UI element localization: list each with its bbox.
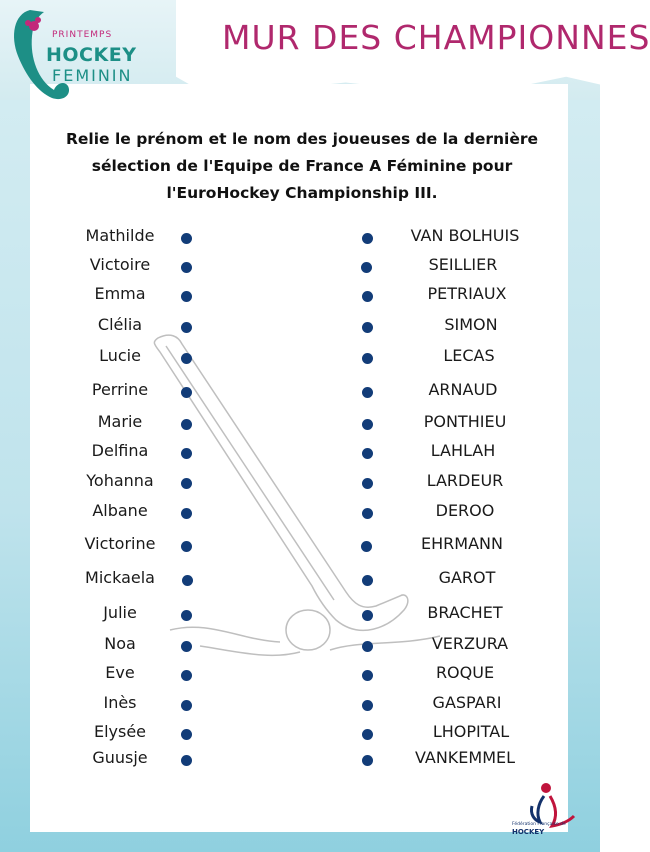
first-name-label: Delfina xyxy=(91,441,149,460)
last-name-dot[interactable] xyxy=(362,641,373,652)
last-name-dot[interactable] xyxy=(362,322,373,333)
first-name-dot[interactable] xyxy=(181,641,192,652)
last-name-dot[interactable] xyxy=(362,729,373,740)
first-name-label: Victoire xyxy=(89,255,151,274)
first-name-dot[interactable] xyxy=(181,262,192,273)
last-name-label: ARNAUD xyxy=(428,380,498,399)
first-name-dot[interactable] xyxy=(181,610,192,621)
logo-feminin: FEMININ xyxy=(52,66,133,85)
last-name-label: PONTHIEU xyxy=(423,412,507,431)
first-name-label: Mickaela xyxy=(85,568,155,587)
first-name-label: Emma xyxy=(94,284,146,303)
first-name-dot[interactable] xyxy=(181,508,192,519)
first-name-label: Inès xyxy=(103,693,137,712)
first-name-label: Perrine xyxy=(91,380,149,399)
logo-printemps: PRINTEMPS xyxy=(52,30,113,40)
federation-hockey-text: HOCKEY xyxy=(512,828,545,836)
last-name-label: LECAS xyxy=(443,346,495,365)
last-name-label: LAHLAH xyxy=(430,441,496,460)
first-name-dot[interactable] xyxy=(182,575,193,586)
first-name-label: Victorine xyxy=(84,534,156,553)
first-name-dot[interactable] xyxy=(181,233,192,244)
last-name-dot[interactable] xyxy=(361,541,372,552)
last-name-label: VANKEMMEL xyxy=(414,748,516,767)
last-name-dot[interactable] xyxy=(362,670,373,681)
first-name-label: Albane xyxy=(92,501,148,520)
first-name-dot[interactable] xyxy=(181,700,192,711)
first-name-label: Elysée xyxy=(93,722,147,741)
last-name-label: BRACHET xyxy=(427,603,503,622)
page-title: MUR DES CHAMPIONNES xyxy=(222,18,650,57)
first-name-dot[interactable] xyxy=(181,419,192,430)
last-name-dot[interactable] xyxy=(362,387,373,398)
first-name-dot[interactable] xyxy=(181,541,192,552)
last-name-label: LHOPITAL xyxy=(432,722,510,741)
first-name-dot[interactable] xyxy=(181,448,192,459)
last-name-dot[interactable] xyxy=(361,262,372,273)
first-name-dot[interactable] xyxy=(181,478,192,489)
first-name-label: Eve xyxy=(105,663,135,682)
first-name-dot[interactable] xyxy=(181,387,192,398)
first-name-dot[interactable] xyxy=(181,729,192,740)
last-name-label: VAN BOLHUIS xyxy=(410,226,520,245)
last-name-dot[interactable] xyxy=(362,419,373,430)
last-name-label: EHRMANN xyxy=(421,534,503,553)
first-name-label: Yohanna xyxy=(86,471,154,490)
first-name-label: Lucie xyxy=(99,346,141,365)
last-name-dot[interactable] xyxy=(362,233,373,244)
last-name-dot[interactable] xyxy=(362,610,373,621)
last-name-label: GASPARI xyxy=(432,693,502,712)
first-name-dot[interactable] xyxy=(181,755,192,766)
last-name-dot[interactable] xyxy=(362,575,373,586)
last-name-label: ROQUE xyxy=(435,663,495,682)
last-name-label: SEILLIER xyxy=(428,255,498,274)
last-name-dot[interactable] xyxy=(362,700,373,711)
first-name-label: Clélia xyxy=(97,315,143,334)
first-name-dot[interactable] xyxy=(181,291,192,302)
last-name-label: DEROO xyxy=(435,501,495,520)
first-name-label: Marie xyxy=(97,412,143,431)
first-name-label: Guusje xyxy=(92,748,148,767)
last-name-dot[interactable] xyxy=(362,291,373,302)
logo-hockey: HOCKEY xyxy=(46,44,137,66)
last-name-dot[interactable] xyxy=(362,448,373,459)
last-name-label: GAROT xyxy=(438,568,496,587)
last-name-dot[interactable] xyxy=(362,508,373,519)
last-name-label: SIMON xyxy=(444,315,498,334)
first-name-label: Mathilde xyxy=(85,226,155,245)
federation-small-text: Fédération Française de xyxy=(512,822,566,827)
last-name-dot[interactable] xyxy=(362,353,373,364)
last-name-dot[interactable] xyxy=(362,755,373,766)
last-name-label: VERZURA xyxy=(431,634,509,653)
first-name-dot[interactable] xyxy=(181,322,192,333)
first-name-dot[interactable] xyxy=(181,670,192,681)
instruction-text: Relie le prénom et le nom des joueuses de la dernière sélection de l'Equipe de France A Féminine pour l'EuroHockey Championship III. xyxy=(65,130,539,202)
first-name-label: Noa xyxy=(104,634,136,653)
first-name-dot[interactable] xyxy=(181,353,192,364)
last-name-dot[interactable] xyxy=(362,478,373,489)
last-name-label: PETRIAUX xyxy=(427,284,507,303)
last-name-label: LARDEUR xyxy=(426,471,504,490)
first-name-label: Julie xyxy=(103,603,137,622)
